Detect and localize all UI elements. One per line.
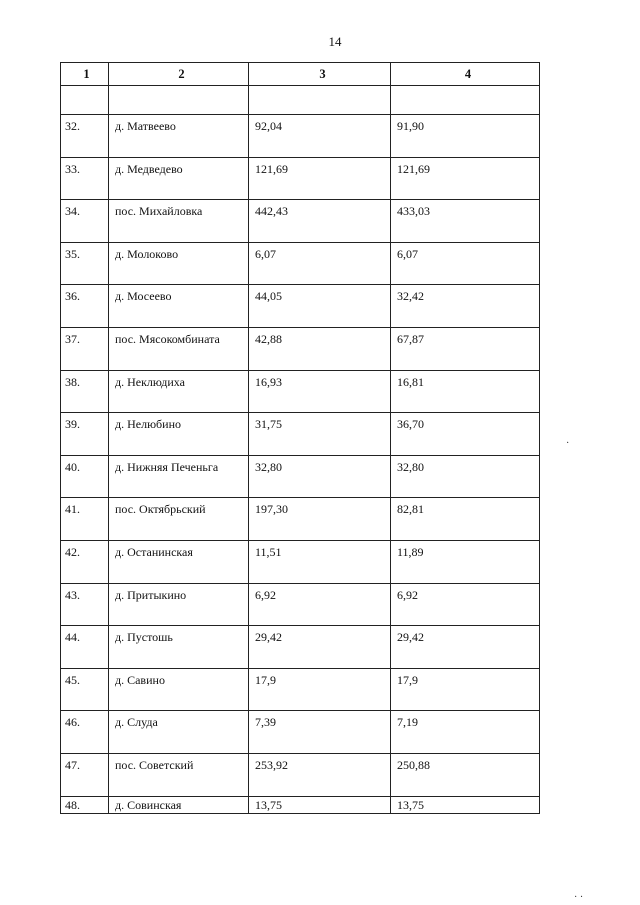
row-number: 37.	[61, 327, 109, 370]
settlement-name: д. Матвеево	[109, 115, 249, 158]
row-number: 39.	[61, 413, 109, 456]
settlement-name: д. Притыкино	[109, 583, 249, 626]
settlement-name: пос. Михайловка	[109, 200, 249, 243]
value-col-4: 11,89	[391, 540, 540, 583]
row-number: 40.	[61, 455, 109, 498]
settlement-name: д. Мосеево	[109, 285, 249, 328]
settlement-name: д. Неклюдиха	[109, 370, 249, 413]
row-number: 41.	[61, 498, 109, 541]
row-number: 32.	[61, 115, 109, 158]
header-col-1: 1	[61, 63, 109, 86]
table-row	[61, 498, 540, 541]
table-row	[61, 753, 540, 796]
value-col-4: 250,88	[391, 753, 540, 796]
table-row	[61, 796, 540, 813]
table-row	[61, 668, 540, 711]
settlement-name: д. Савино	[109, 668, 249, 711]
value-col-3: 16,93	[249, 370, 391, 413]
settlement-name: д. Медведево	[109, 157, 249, 200]
settlement-name: д. Останинская	[109, 540, 249, 583]
table-row	[61, 540, 540, 583]
table-row	[61, 370, 540, 413]
row-number: 44.	[61, 626, 109, 669]
value-col-4: 67,87	[391, 327, 540, 370]
row-number: 33.	[61, 157, 109, 200]
value-col-3: 253,92	[249, 753, 391, 796]
value-col-3: 121,69	[249, 157, 391, 200]
value-col-4: 17,9	[391, 668, 540, 711]
table-row	[61, 413, 540, 456]
value-col-3: 13,75	[249, 796, 391, 813]
row-number: 48.	[61, 796, 109, 813]
scan-speck: · ·	[574, 892, 584, 903]
value-col-3: 7,39	[249, 711, 391, 754]
value-col-4: 6,07	[391, 242, 540, 285]
value-col-4: 121,69	[391, 157, 540, 200]
value-col-4: 16,81	[391, 370, 540, 413]
settlement-name: д. Нижняя Печеньга	[109, 455, 249, 498]
settlement-name: д. Пустошь	[109, 626, 249, 669]
value-col-4: 91,90	[391, 115, 540, 158]
value-col-3: 6,92	[249, 583, 391, 626]
row-number: 38.	[61, 370, 109, 413]
value-col-3: 92,04	[249, 115, 391, 158]
table-row	[61, 157, 540, 200]
table-header-row	[61, 63, 540, 86]
value-col-3: 29,42	[249, 626, 391, 669]
value-col-3: 31,75	[249, 413, 391, 456]
value-col-4: 433,03	[391, 200, 540, 243]
value-col-3: 442,43	[249, 200, 391, 243]
table-row	[61, 115, 540, 158]
row-number: 42.	[61, 540, 109, 583]
table-row	[61, 285, 540, 328]
settlement-name: пос. Октябрьский	[109, 498, 249, 541]
settlement-name: д. Совинская	[109, 796, 249, 813]
value-col-3: 44,05	[249, 285, 391, 328]
value-col-3: 17,9	[249, 668, 391, 711]
table-row	[61, 626, 540, 669]
settlement-name: пос. Мясокомбината	[109, 327, 249, 370]
empty-row	[61, 86, 540, 115]
table-row	[61, 242, 540, 285]
table-row	[61, 455, 540, 498]
row-number: 46.	[61, 711, 109, 754]
value-col-3: 6,07	[249, 242, 391, 285]
value-col-4: 6,92	[391, 583, 540, 626]
value-col-3: 11,51	[249, 540, 391, 583]
row-number: 34.	[61, 200, 109, 243]
value-col-4: 32,80	[391, 455, 540, 498]
row-number: 47.	[61, 753, 109, 796]
value-col-4: 13,75	[391, 796, 540, 813]
settlements-table	[60, 62, 540, 814]
row-number: 36.	[61, 285, 109, 328]
settlement-name: д. Молоково	[109, 242, 249, 285]
value-col-4: 36,70	[391, 413, 540, 456]
table-row	[61, 200, 540, 243]
row-number: 45.	[61, 668, 109, 711]
value-col-3: 197,30	[249, 498, 391, 541]
value-col-3: 42,88	[249, 327, 391, 370]
value-col-4: 29,42	[391, 626, 540, 669]
header-col-3: 3	[249, 63, 391, 86]
header-col-2: 2	[109, 63, 249, 86]
value-col-3: 32,80	[249, 455, 391, 498]
page-number: 14	[328, 34, 342, 49]
value-col-4: 82,81	[391, 498, 540, 541]
settlement-name: д. Слуда	[109, 711, 249, 754]
table-row	[61, 327, 540, 370]
header-col-4: 4	[391, 63, 540, 86]
settlement-name: пос. Советский	[109, 753, 249, 796]
value-col-4: 32,42	[391, 285, 540, 328]
table-row	[61, 583, 540, 626]
scan-speck: ·	[566, 438, 570, 449]
row-number: 43.	[61, 583, 109, 626]
row-number: 35.	[61, 242, 109, 285]
value-col-4: 7,19	[391, 711, 540, 754]
settlement-name: д. Нелюбино	[109, 413, 249, 456]
table-row	[61, 711, 540, 754]
